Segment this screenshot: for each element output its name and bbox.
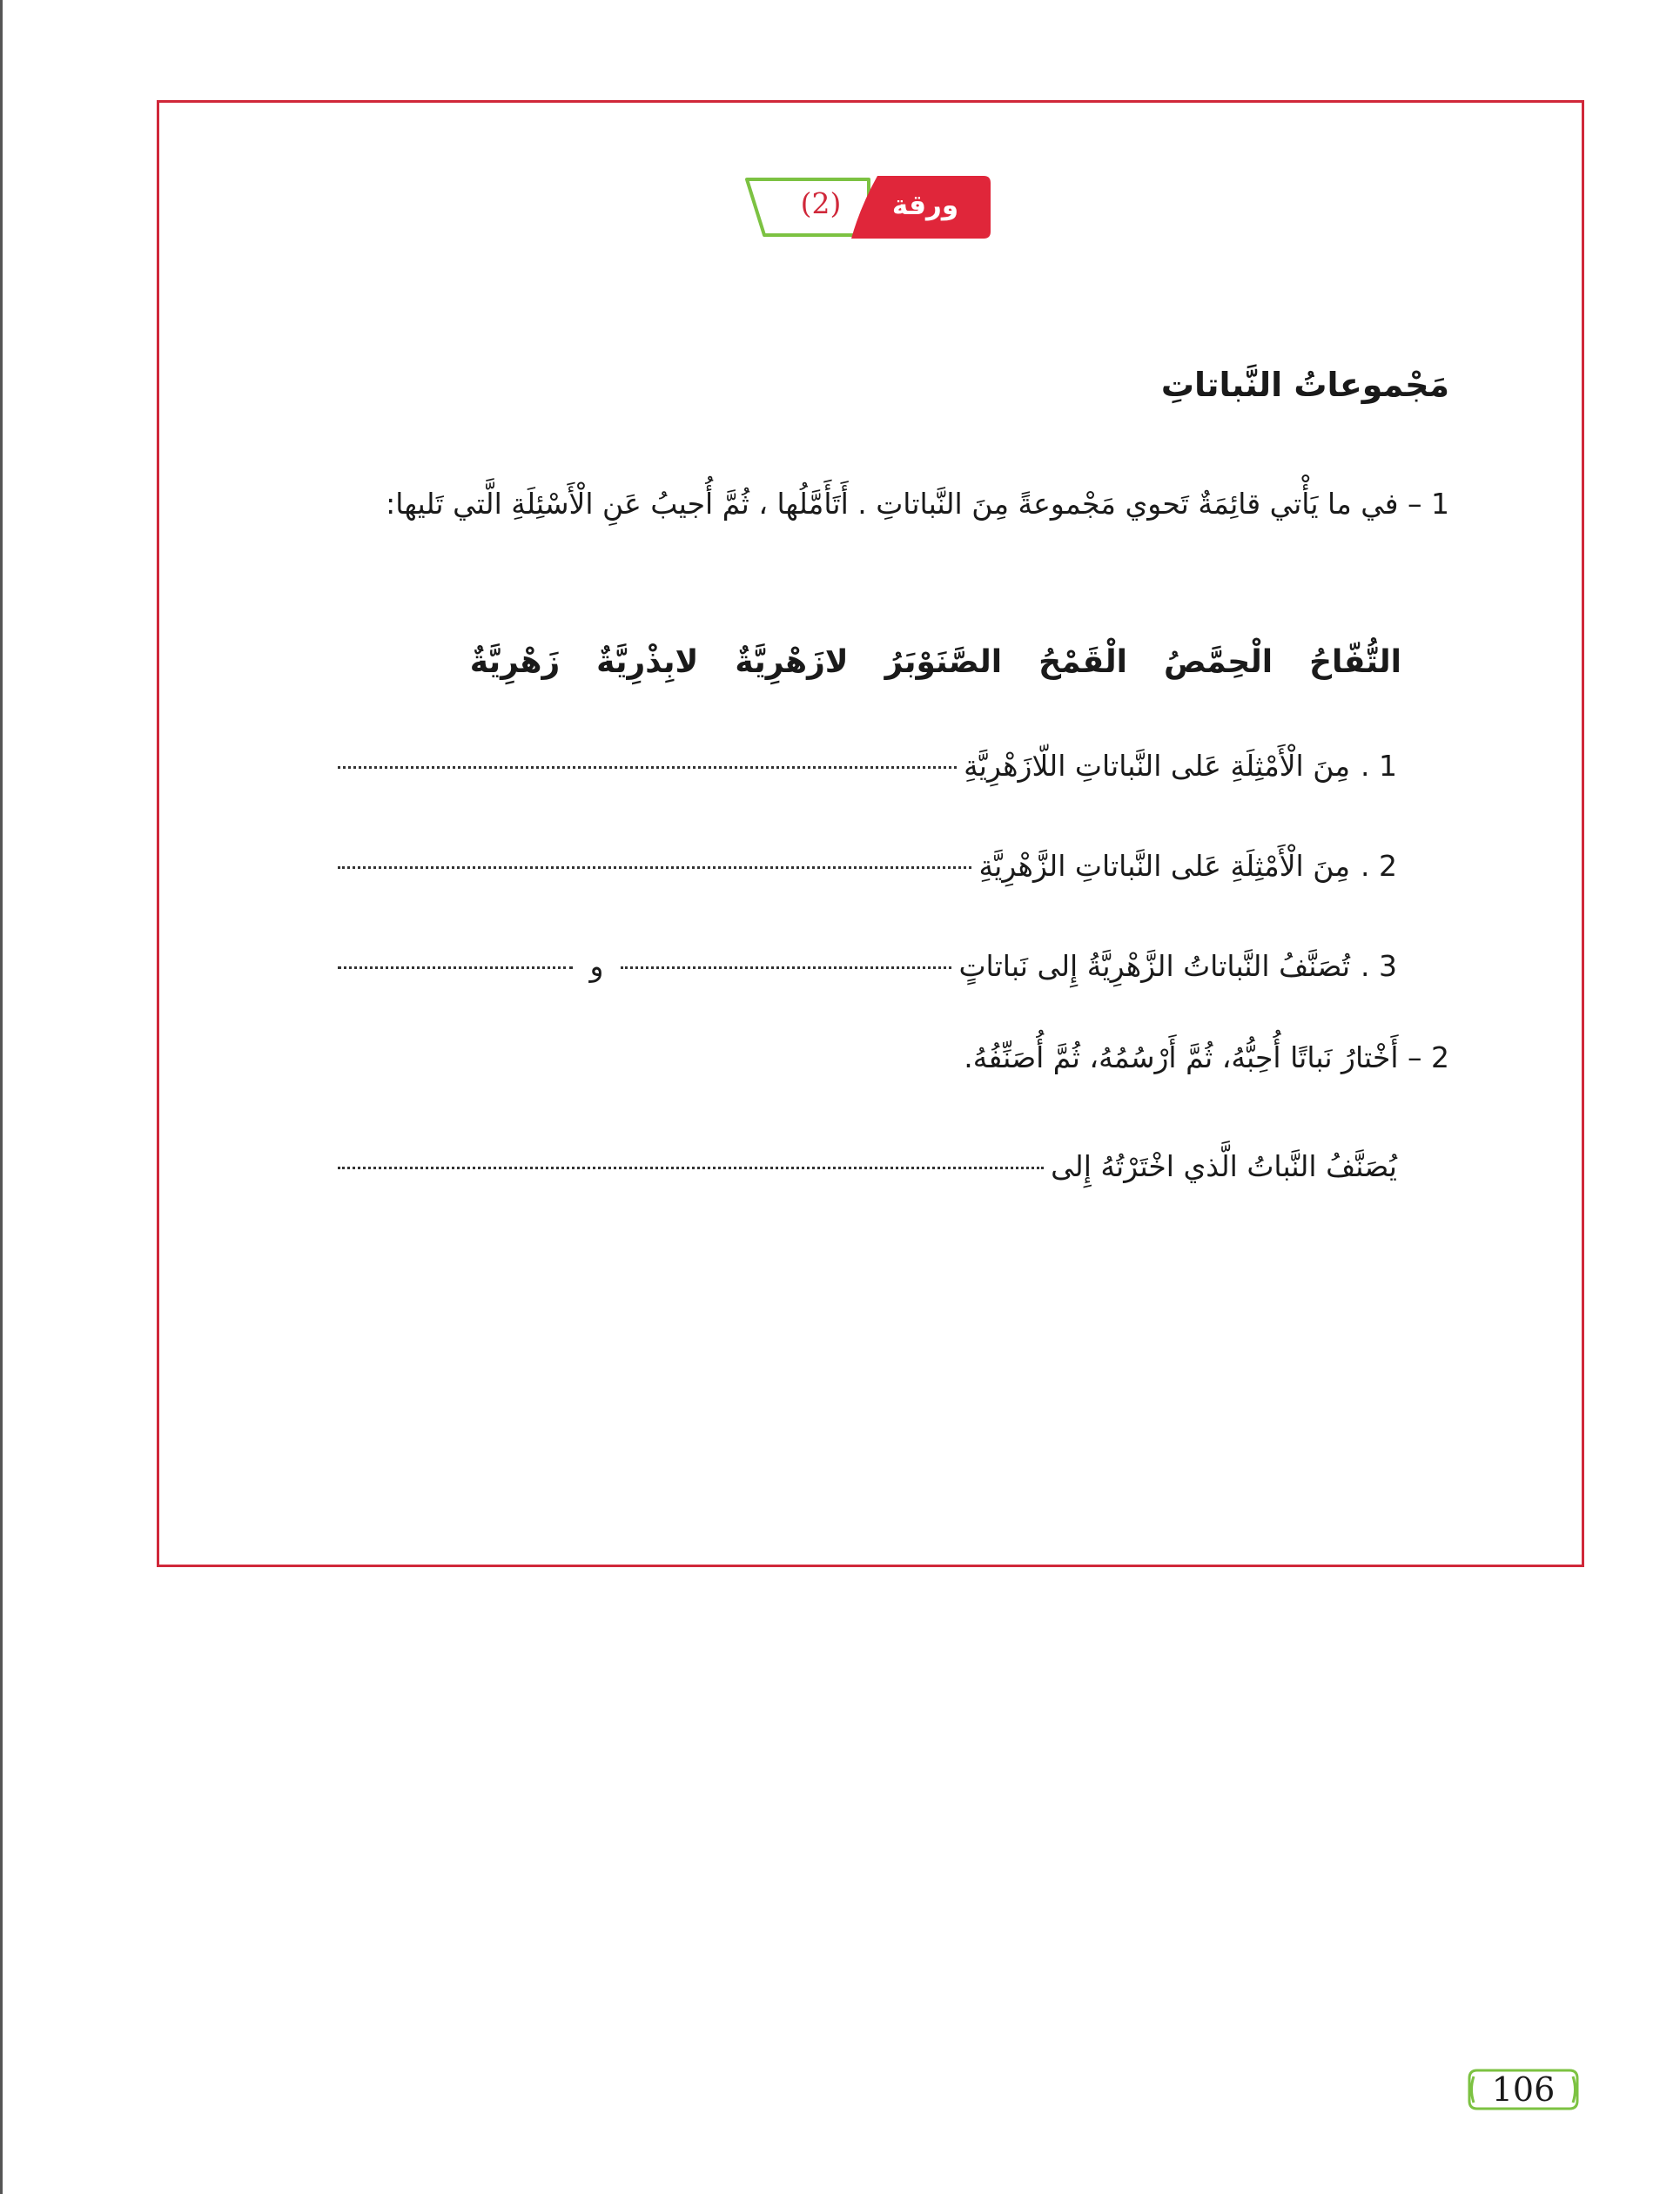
answer-line-1	[331, 749, 1397, 801]
question-2-prompt: 2 – أَخْتارُ نَباتًا أُحِبُّهُ، ثُمَّ أَرْسُمُهُ، ثُمَّ أُصَنِّفُهُ.	[964, 1040, 1449, 1074]
worksheet-badge	[738, 172, 992, 270]
plant-word-list	[444, 644, 1401, 680]
answer-line-3	[331, 949, 1397, 1001]
word-item: زَهْرِيَّةٌ	[469, 644, 561, 680]
word-item: الْحِمَّصُ	[1164, 644, 1273, 680]
page-title: مَجْموعاتُ النَّباتاتِ	[1160, 366, 1449, 404]
page-number-box	[1467, 2068, 1580, 2111]
worksheet-label: ورقة عمل	[891, 190, 959, 270]
answer-blank[interactable]	[338, 866, 971, 869]
answer-line-4	[331, 1149, 1397, 1201]
item-text: يُصَنَّفُ النَّباتُ الَّذي اخْتَرْتُهُ إِلى	[1051, 1149, 1397, 1183]
item-number: 2 .	[1361, 849, 1397, 883]
item-number: 3 .	[1361, 949, 1397, 983]
answer-blank[interactable]	[338, 966, 573, 969]
word-item: الْقَمْحُ	[1038, 644, 1127, 680]
item-text: تُصَنَّفُ النَّباتاتُ الزَّهْرِيَّةُ إِلى نَباتاتٍ	[958, 949, 1351, 983]
answer-blank[interactable]	[621, 966, 951, 969]
word-item: الصَّنَوْبَرُ	[884, 644, 1003, 680]
word-item: لابِذْرِيَّةٌ	[596, 644, 699, 680]
item-text: مِنَ الْأَمْثِلَةِ عَلى النَّباتاتِ الزَّهْرِيَّةِ	[978, 849, 1351, 883]
worksheet-frame	[157, 100, 1584, 1567]
answer-line-2	[331, 849, 1397, 901]
answer-blank[interactable]	[338, 766, 957, 769]
page-edge-line	[0, 0, 3, 2194]
answer-blank[interactable]	[338, 1167, 1044, 1169]
conjunction: و	[589, 949, 604, 983]
worksheet-number: (2)	[800, 186, 842, 220]
question-1-prompt: 1 – في ما يَأْتي قائِمَةٌ تَحوي مَجْموعةً مِنَ النَّباتاتِ . أَتَأَمَّلُها ، ثُمَّ أُجيبُ عَنِ الْأَسْئِلَةِ الَّتي تَليها:	[386, 487, 1449, 521]
word-item: لازَهْرِيَّةٌ	[735, 644, 849, 680]
item-text: مِنَ الْأَمْثِلَةِ عَلى النَّباتاتِ اللّازَهْرِيَّةِ	[964, 749, 1351, 783]
page-number: 106	[1491, 2070, 1556, 2109]
item-number: 1 .	[1361, 749, 1397, 783]
word-item: التُّفّاحُ	[1309, 644, 1401, 680]
